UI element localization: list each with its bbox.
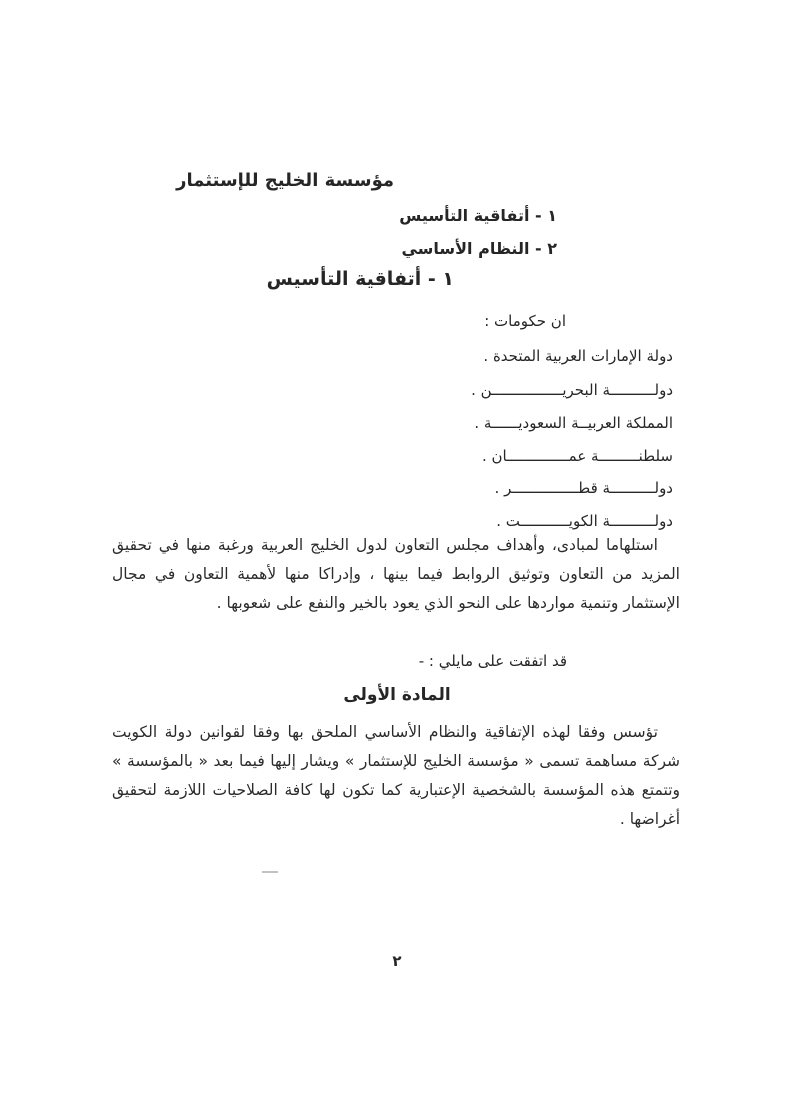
- scan-artifact-mark: [262, 871, 278, 873]
- article-one-heading: المادة الأولى: [343, 685, 451, 705]
- preamble-paragraph: استلهاما لمبادى، وأهداف مجلس التعاون لدول الخليج العربية ورغبة منها في تحقيق المزيد من التعاون وتوثيق الروابط فيما بينها ، وإدراكا منها لأهمية التعاون في مجال الإستثمار وتنمية مواردها على النحو الذي يعود بالخير والنفع على شعوبها .: [112, 536, 680, 612]
- country-line-bahrain: دولــــــــــة البحريــــــــــــــــن .: [471, 381, 673, 399]
- country-line-qatar: دولــــــــــة قطـــــــــــــــر .: [494, 479, 673, 497]
- section-heading-founding-agreement: ١ - أتفاقية التأسيس: [266, 268, 454, 290]
- country-line-oman: سلطنـــــــــة عمــــــــــــــان .: [482, 447, 673, 465]
- agreement-intro-line: قد اتفقت على مايلي : -: [418, 652, 567, 670]
- country-line-uae: دولة الإمارات العربية المتحدة .: [483, 347, 673, 365]
- document-title: مؤسسة الخليج للإستثمار: [176, 170, 394, 191]
- article-one-body: تؤسس وفقا لهذه الإتفاقية والنظام الأساسي الملحق بها وفقا لقوانين دولة الكويت شركة مساهمة تسمى « مؤسسة الخليج للإستثمار » ويشار إليها فيما بعد « بالمؤسسة » وتتمتع هذه المؤسسة بالشخصية الإعتبارية كما تكون لها كافة الصلاحيات اللازمة لتحقيق أغراضها .: [112, 723, 680, 828]
- country-line-kuwait: دولــــــــــة الكويـــــــــــت .: [496, 512, 673, 530]
- toc-item-founding-agreement: ١ - أتفاقية التأسيس: [399, 206, 557, 225]
- country-line-saudi-arabia: المملكة العربيــة السعوديــــــة .: [474, 414, 673, 432]
- page-number: ٢: [392, 952, 402, 970]
- governments-intro-line: ان حكومات :: [484, 312, 566, 330]
- toc-item-basic-statute: ٢ - النظام الأساسي: [401, 239, 557, 258]
